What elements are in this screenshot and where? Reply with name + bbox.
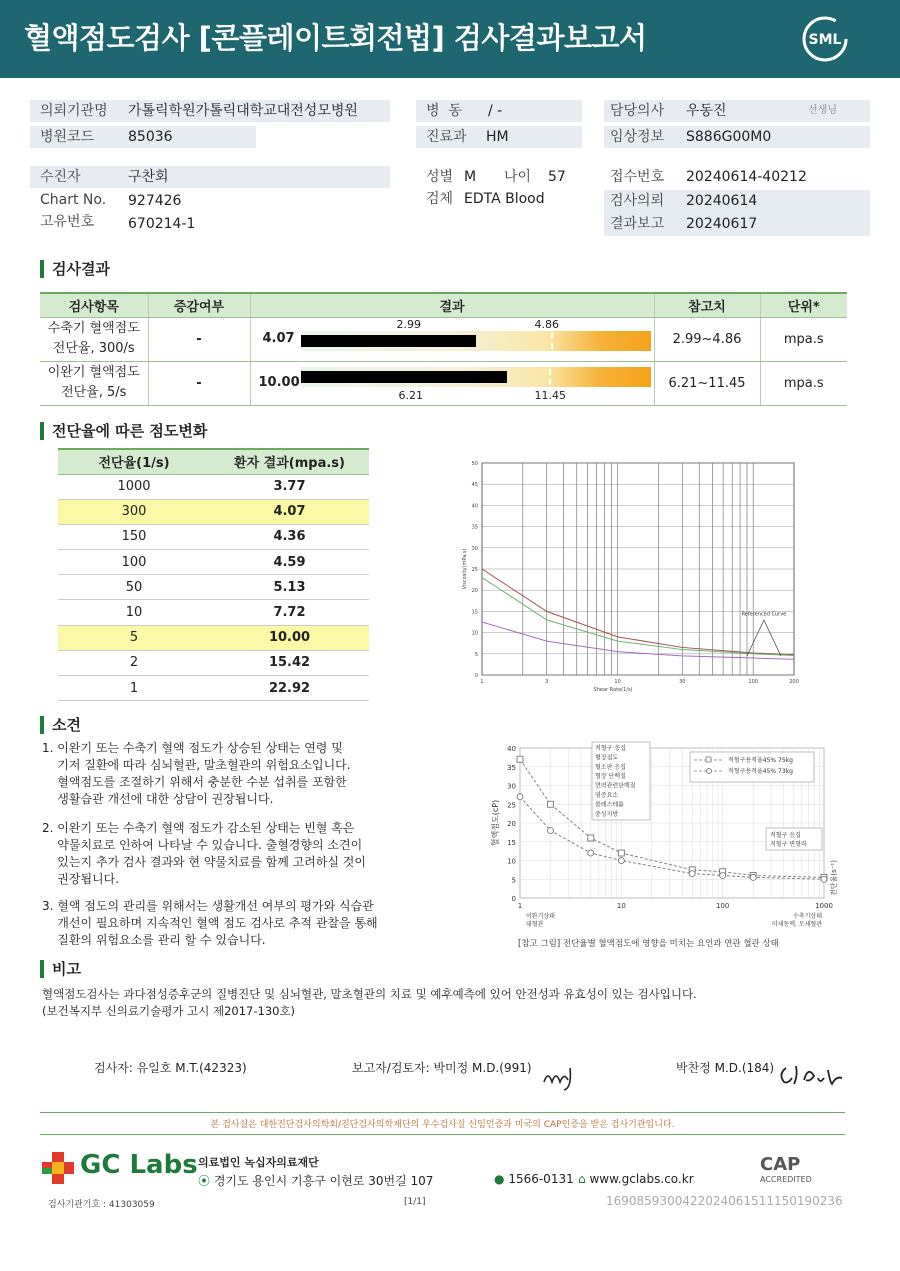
institution-value: 가톨릭학원가톨릭대학교대전성모병원: [128, 103, 358, 119]
value-cell: 5.13: [210, 575, 369, 600]
opinion-item-3: 3. 혈액 점도의 관리를 위해서는 생활개선 여부의 평가와 식습관 개선이 필요하며 지속적인 혈액 점도 검사로 추적 관찰을 통해 질환의 위험요소를 관리 할 수 있습니다.: [42, 899, 378, 947]
result-gauge-cell: [250, 361, 654, 405]
legend-label: 적혈구용적율45% 75kg: [728, 757, 793, 764]
x-tick-label: 3: [545, 679, 549, 685]
table-row: [58, 474, 369, 499]
y-tick-label: 40: [471, 503, 478, 510]
y-tick-label: 30: [507, 782, 516, 791]
legend-marker: [707, 769, 712, 774]
remark-text: 혈액점도검사는 과다점성증후군의 질병진단 및 심뇌혈관, 말초혈관의 치료 및 예후예측에 있어 안전성과 유효성이 있는 검사입니다. (보건복지부 신의료기술평가 고시 제2017-130호): [42, 987, 697, 1018]
value-cell: 10.00: [210, 625, 369, 650]
value-cell: 7.72: [210, 600, 369, 625]
right-factor-label: 적혈구 응집: [770, 832, 801, 839]
value-cell: 4.07: [210, 499, 369, 524]
website-link[interactable]: ⌂ www.gclabs.co.kr: [578, 1172, 694, 1186]
y-tick-label: 25: [471, 567, 478, 573]
result-value: 4.07: [262, 330, 295, 346]
data-point: [689, 871, 695, 877]
result-unit: mpa.s: [760, 317, 847, 361]
data-point: [548, 801, 554, 807]
result-value: 10.00: [258, 374, 300, 390]
results-header-result: 결과: [250, 293, 654, 317]
dept-value: HM: [486, 129, 509, 145]
data-point: [750, 874, 756, 880]
ward-label: 병 동: [426, 103, 462, 119]
y-tick-label: 45: [471, 482, 478, 489]
viscosity-section-title: 전단율에 따른 점도변화: [40, 422, 207, 440]
x-tick-label: 10: [614, 679, 621, 685]
gauge-high-marker: [549, 369, 551, 385]
y-tick-label: 30: [471, 545, 478, 552]
results-header-item: 검사항목: [40, 293, 148, 317]
result-item: 이완기 혈액점도 전단율, 5/s: [40, 361, 148, 405]
y2-axis-label: 전단율(s⁻¹): [830, 860, 838, 896]
y-tick-label: 0: [474, 673, 478, 679]
phone-icon: ●: [494, 1172, 505, 1186]
uid-label: 고유번호: [40, 214, 95, 230]
rate-cell: 50: [58, 575, 210, 600]
table-row: [58, 676, 369, 701]
value-cell: 4.36: [210, 524, 369, 549]
gauge-fill: [301, 335, 476, 347]
opinion-item-1: 1. 이완기 또는 수축기 혈액 점도가 상승된 상태는 연령 및 기저 질환에 따라 심뇌혈관, 말초혈관의 위험요소입니다. 혈액점도를 조절하기 위해서 충분한 수분 섭취를 포함한 생활습관 개선에 대한 상담이 권장됩니다.: [42, 741, 351, 806]
right-factor-label: 적혈구 변형력: [770, 841, 807, 848]
gauge-track: [301, 331, 651, 351]
gauge-fill: [301, 371, 508, 383]
table-row: [58, 600, 369, 625]
ward-value: / -: [488, 103, 503, 119]
table-row: [58, 625, 369, 650]
footer-divider-bottom: [40, 1134, 845, 1135]
y-tick-label: 5: [511, 876, 516, 885]
report-value: 20240617: [686, 216, 758, 232]
footer-divider-top: [40, 1112, 845, 1113]
x-tick-label: 10: [616, 902, 626, 910]
table-row: [58, 524, 369, 549]
report-title: 혈액점도검사 [콘플레이트회전법] 검사결과보고서: [24, 21, 647, 55]
doctor-suffix: 선생님: [808, 105, 837, 116]
y-tick-label: 35: [507, 763, 516, 772]
tester-signature: 검사자: 유일호 M.T.(42323): [94, 1061, 247, 1075]
receipt-value: 20240614-40212: [686, 169, 807, 185]
gauge-high-label: 4.86: [534, 317, 559, 331]
cap-logo: CAP ACCREDITED: [760, 1154, 812, 1184]
opinion-section-title: 소견: [40, 716, 81, 734]
left-caption: 대혈관: [526, 921, 544, 928]
reference-figure-chart: [486, 738, 848, 952]
y-tick-label: 5: [474, 651, 478, 658]
y-tick-label: 10: [471, 630, 478, 637]
y-axis-label: Viscosity(mPa.s): [462, 548, 468, 590]
result-unit: mpa.s: [760, 361, 847, 405]
y-tick-label: 25: [507, 801, 516, 810]
results-header-ref: 참고치: [654, 293, 760, 317]
factor-label: 혈소판 응집: [595, 763, 626, 771]
annotation-label: Referenced Curve: [741, 611, 787, 618]
request-value: 20240614: [686, 193, 758, 209]
y-tick-label: 50: [471, 461, 478, 467]
phone: ● 1566-0131: [494, 1172, 574, 1186]
data-point: [618, 850, 624, 856]
y-tick-label: 0: [511, 895, 516, 903]
data-point: [720, 873, 726, 879]
table-row: [40, 317, 847, 361]
rate-cell: 5: [58, 625, 210, 650]
institution-label: 의뢰기관명: [40, 103, 108, 119]
y-tick-label: 35: [471, 524, 478, 531]
location-pin-icon: ⦿: [198, 1174, 211, 1188]
x-tick-label: 100: [748, 679, 758, 685]
result-change: -: [148, 317, 250, 361]
org-code: 검사기관기호 : 41303059: [48, 1200, 155, 1210]
data-point: [588, 850, 594, 856]
viscosity-table: [58, 448, 369, 701]
y-tick-label: 15: [507, 838, 516, 847]
opinion-item-2: 2. 이완기 또는 수축기 혈액 점도가 감소된 상태는 빈혈 혹은 약물치료로 인하여 나타날 수 있습니다. 출혈경향의 소견이 있는지 추가 검사 결과와 현 약물치료를 함께 고려하실 것이 권장됩니다.: [42, 821, 366, 886]
result-change: -: [148, 361, 250, 405]
legend-label: 적혈구용적율45% 73kg: [728, 768, 793, 775]
right-caption: 미세동맥, 모세혈관: [771, 921, 822, 928]
receipt-label: 접수번호: [610, 169, 665, 185]
rate-cell: 100: [58, 550, 210, 575]
data-point: [517, 756, 523, 762]
value-cell: 15.42: [210, 650, 369, 675]
result-gauge-cell: [250, 317, 654, 361]
gauge-low-label: 2.99: [396, 317, 421, 331]
gauge-low-label: 6.21: [398, 388, 423, 402]
rate-cell: 150: [58, 524, 210, 549]
data-point: [517, 794, 523, 800]
x-tick-label: 1: [517, 902, 523, 910]
y-tick-label: 40: [507, 745, 516, 753]
document-id: 1690859300422024061511150190236: [606, 1194, 843, 1208]
uid-value: 670214-1: [128, 216, 196, 232]
gauge-track: [301, 367, 651, 387]
result-ref: 2.99~4.86: [654, 317, 760, 361]
certification-text: 본 검사실은 대한진단검사의학회/진단검사의학재단의 우수검사실 신임인증과 미국의 CAP인증을 받은 검사기관입니다.: [210, 1120, 675, 1130]
factor-label: 적혈구 응집: [595, 745, 626, 752]
table-row: [58, 650, 369, 675]
patient-value: 구찬회: [128, 169, 169, 185]
sex-label: 성별: [426, 169, 454, 185]
data-point: [548, 828, 554, 834]
foundation-name: 의료법인 녹십자의료재단: [198, 1156, 319, 1169]
patient-field: [30, 166, 390, 188]
right-caption: 수축기상태: [793, 913, 822, 920]
factor-label: 면역관련단백질: [595, 782, 636, 790]
doctor-value: 우동진: [686, 103, 727, 119]
table-row: [58, 575, 369, 600]
x-axis-label: Shear Rate(1/s): [593, 687, 633, 693]
doctor-label: 담당의사: [610, 103, 665, 119]
left-caption: 이완기상태: [526, 913, 555, 920]
viscosity-curve-chart: [460, 455, 800, 700]
dept-label: 진료과: [426, 129, 467, 145]
specimen-value: EDTA Blood: [464, 191, 545, 207]
factor-label: 염증요소: [595, 792, 619, 799]
report-label: 결과보고: [610, 216, 665, 232]
value-cell: 3.77: [210, 474, 369, 499]
home-icon: ⌂: [578, 1172, 586, 1186]
results-header-change: 증감여부: [148, 293, 250, 317]
factor-label: 콜레스테롤: [595, 801, 624, 809]
x-tick-label: 1: [480, 679, 484, 685]
data-point: [821, 876, 827, 882]
x-tick-label: 200: [789, 679, 799, 685]
x-tick-label: 100: [715, 902, 730, 910]
x-tick-label: 1000: [815, 902, 833, 910]
figure-caption: [참고 그림] 전단율별 혈액점도에 영향을 미치는 요인과 연관 혈관 상태: [518, 939, 779, 949]
y-tick-label: 10: [507, 857, 516, 866]
reviewer-handwritten-signature: [540, 1060, 580, 1092]
y-tick-label: 20: [507, 820, 516, 828]
rate-cell: 10: [58, 600, 210, 625]
viscosity-header-value: 환자 결과(mpa.s): [210, 449, 369, 474]
results-header-unit: 단위*: [760, 293, 847, 317]
patient-label: 수진자: [40, 169, 81, 185]
results-table: [40, 292, 847, 406]
table-row: [58, 550, 369, 575]
remark-section-title: 비고: [40, 960, 81, 978]
chart-label: Chart No.: [40, 192, 107, 208]
rate-cell: 1: [58, 676, 210, 701]
value-cell: 4.59: [210, 550, 369, 575]
table-row: [40, 361, 847, 405]
y-tick-label: 20: [471, 588, 478, 595]
request-label: 검사의뢰: [610, 193, 665, 209]
sex-value: M: [464, 169, 477, 185]
svg-text:SML: SML: [808, 32, 842, 48]
rate-cell: 2: [58, 650, 210, 675]
clinical-value: S886G00M0: [686, 129, 772, 145]
sml-logo-icon: [800, 14, 850, 64]
factor-label: 혈장점도: [595, 754, 619, 762]
address: ⦿ 경기도 용인시 기흥구 이현로 30번길 107: [198, 1174, 434, 1188]
y-axis-label: 혈액점도(cP): [491, 799, 500, 847]
rate-cell: 300: [58, 499, 210, 524]
gauge-high-label: 11.45: [534, 388, 566, 402]
value-cell: 22.92: [210, 676, 369, 701]
hospcode-value: 85036: [128, 129, 173, 145]
y-tick-label: 15: [471, 609, 478, 616]
page-number: [1/1]: [404, 1197, 426, 1207]
results-section-title: 검사결과: [40, 260, 110, 278]
hospcode-label: 병원코드: [40, 129, 95, 145]
reviewer-signature: 보고자/검토자: 박미정 M.D.(991): [352, 1061, 532, 1075]
gclabs-brand: GC Labs: [80, 1150, 198, 1180]
data-point: [618, 858, 624, 864]
result-item: 수축기 혈액점도 전단율, 300/s: [40, 317, 148, 361]
clinical-label: 임상정보: [610, 129, 665, 145]
age-label: 나이: [504, 169, 532, 185]
gauge-high-marker: [551, 333, 553, 349]
gclabs-cross-logo-icon: [40, 1150, 76, 1186]
factor-label: 혈장 단백질: [595, 773, 626, 781]
viscosity-header-rate: 전단율(1/s): [58, 449, 210, 474]
chart-value: 927426: [128, 193, 182, 209]
x-tick-label: 30: [679, 679, 686, 685]
table-row: [58, 499, 369, 524]
rate-cell: 1000: [58, 474, 210, 499]
report-header: [0, 0, 900, 78]
legend-marker: [706, 757, 711, 762]
result-ref: 6.21~11.45: [654, 361, 760, 405]
data-point: [588, 835, 594, 841]
age-value: 57: [548, 169, 566, 185]
doctor-signature: 박찬정 M.D.(184): [676, 1061, 775, 1075]
doctor-handwritten-signature: [776, 1060, 846, 1088]
specimen-label: 검체: [426, 191, 454, 207]
factor-label: 중성지방: [595, 810, 619, 818]
